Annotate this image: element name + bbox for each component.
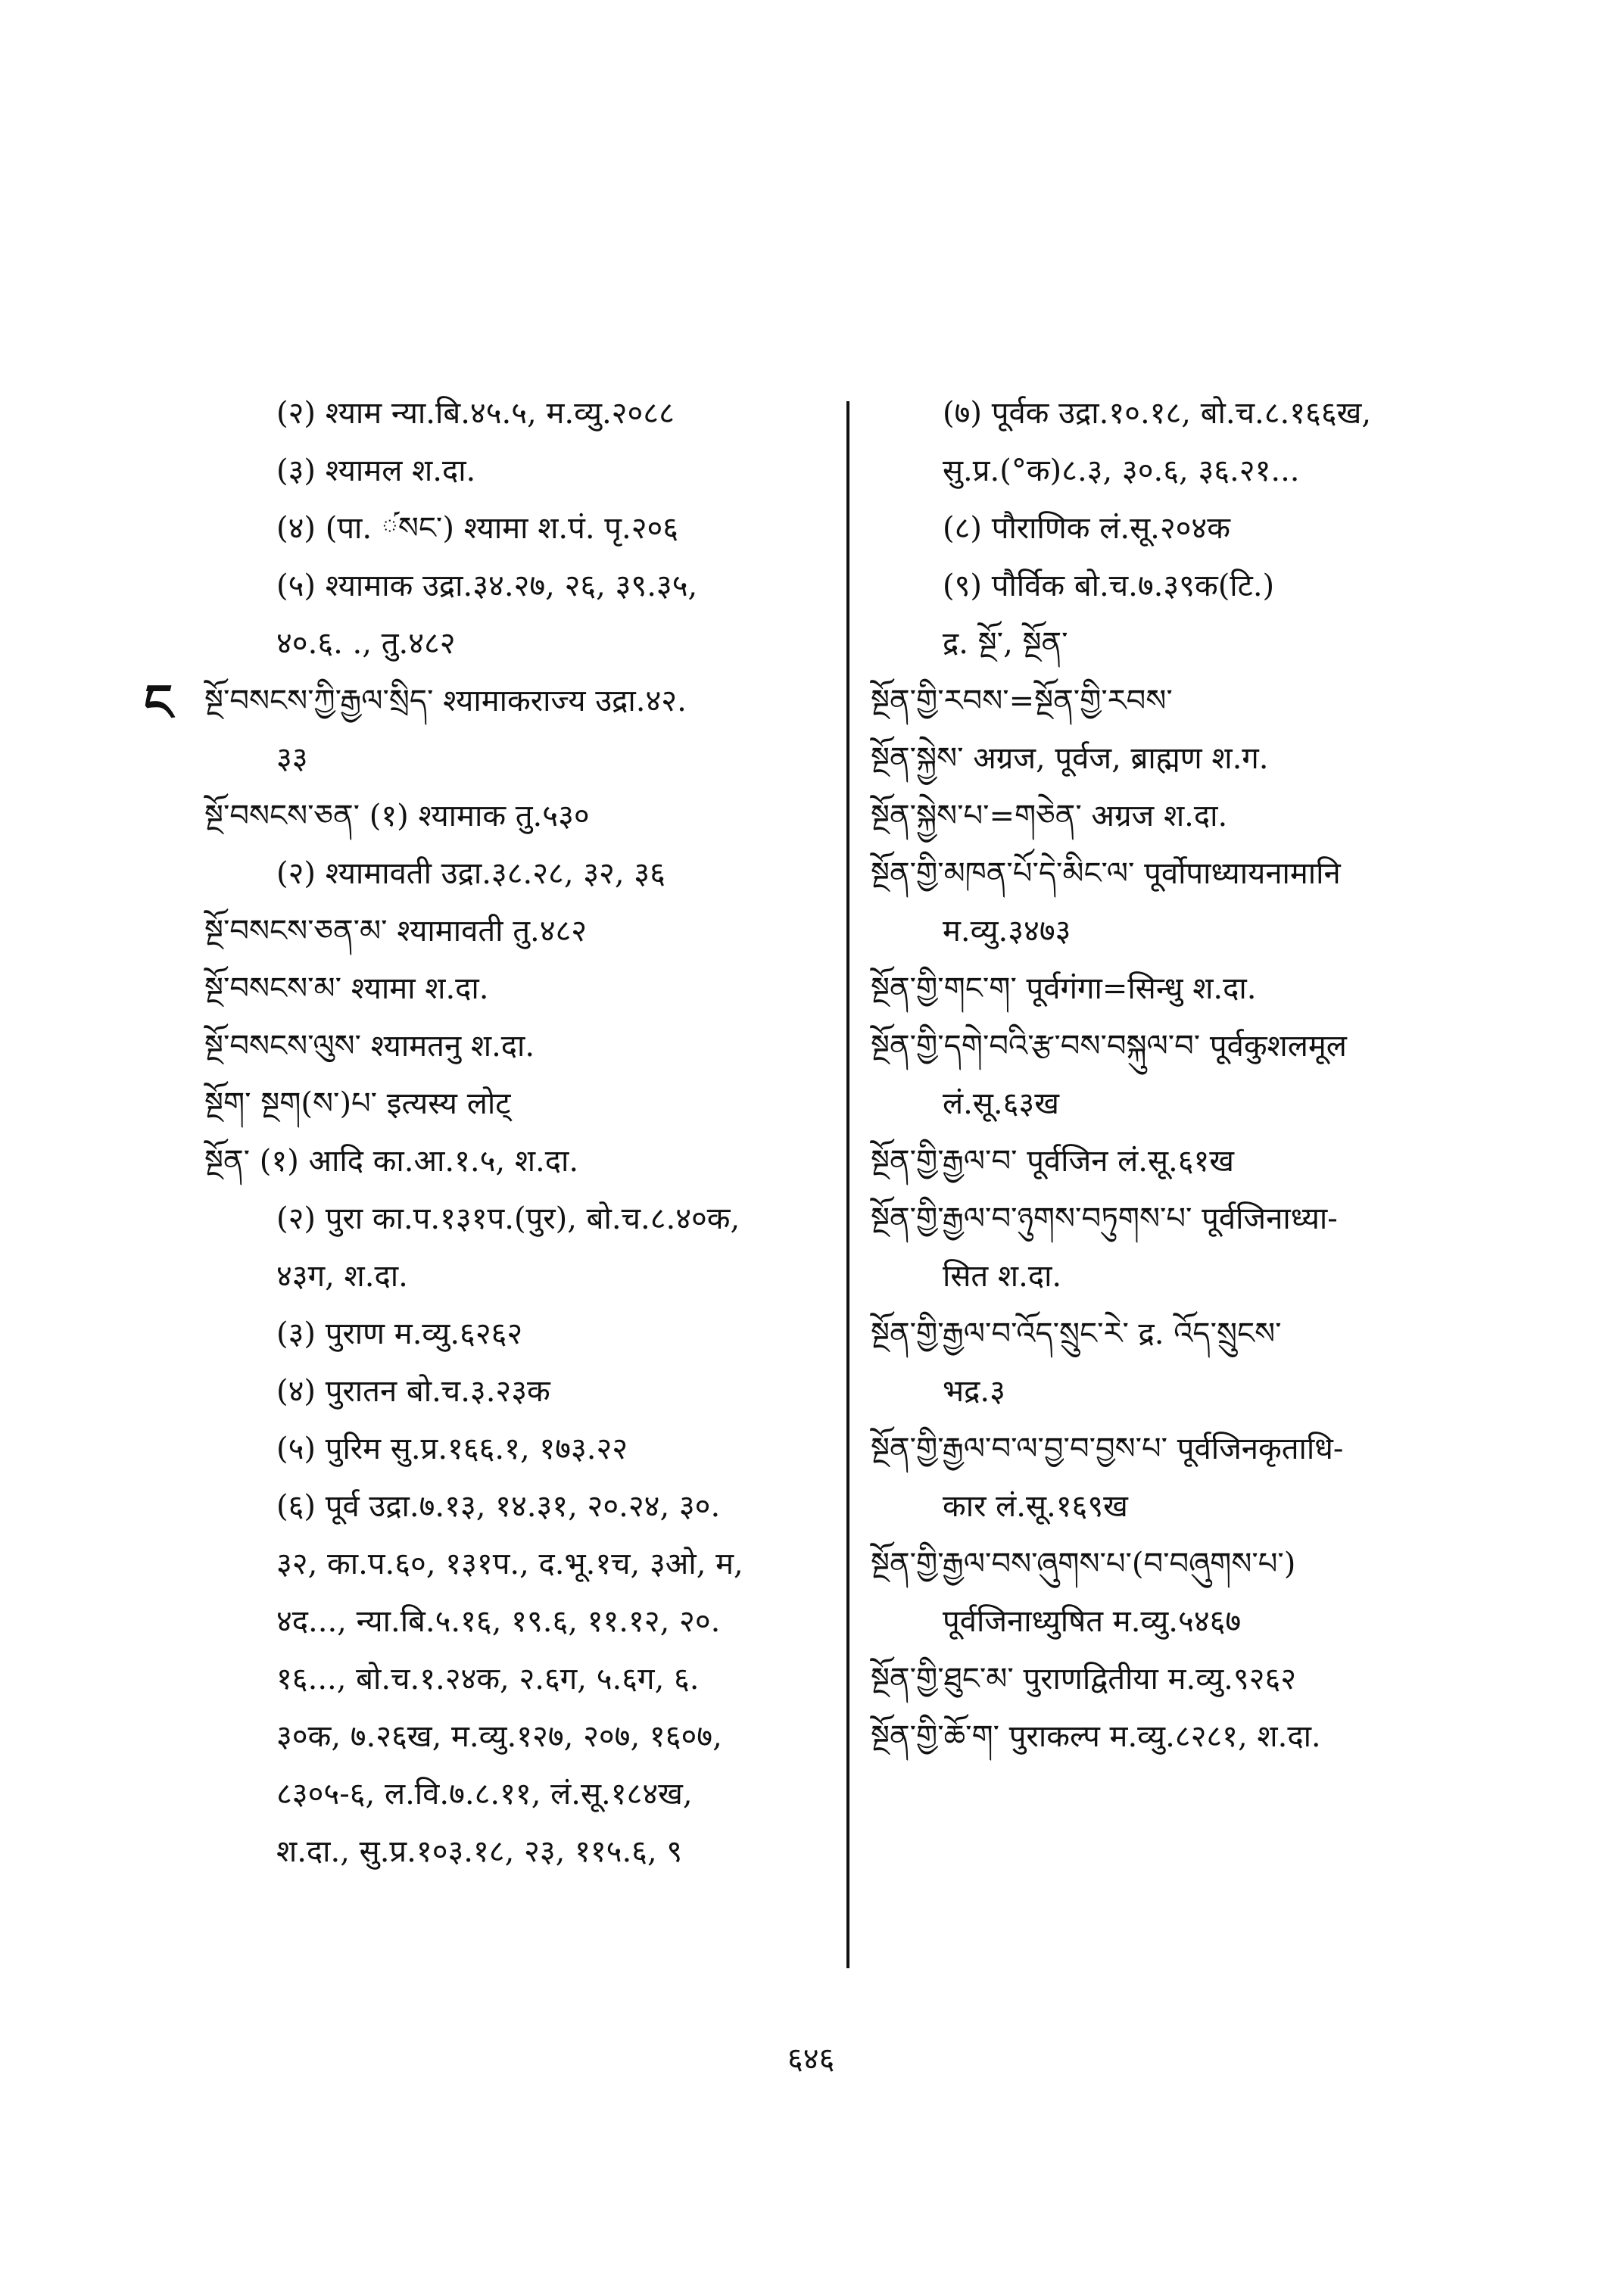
headword-line: སྔོ་བསངས་ཅན་ (१) श्यामाक तु.५३० — [204, 799, 590, 833]
headword-line: སྔོན་གྱི་རྒྱལ་བ་ पूर्वजिन लं.सू.६१ख — [871, 1144, 1235, 1179]
entry-line: (४) (पा. ༹སང་) श्यामा श.पं. पृ.२०६ — [276, 511, 679, 546]
entry-line: (५) श्यामाक उद्रा.३४.२७, २६, ३९.३५, — [276, 569, 698, 603]
entry-line: लं.सू.६३ख — [943, 1086, 1059, 1121]
entry-line: १६..., बो.च.१.२४क, २.६ग, ५.६ग, ६. — [276, 1662, 700, 1696]
headword-line: སྔོན་གྱི་ཐུང་མ་ पुराणद्वितीया म.व्यु.९२६२ — [871, 1662, 1297, 1696]
entry-line: सु.प्र.(°क)८.३, ३०.६, ३६.२१... — [943, 453, 1300, 488]
entry-line: (८) पौराणिक लं.सू.२०४क — [943, 511, 1230, 546]
headword-line: སྔོ་བསངས་ཀྱི་རྒྱལ་སྲིད་ श्यामाकराज्य उद्रा.४२. — [204, 684, 687, 718]
entry-line: (३) श्यामल श.दा. — [276, 453, 476, 488]
headword-line: སྔོན་གྱི་གང་ག་ पूर्वगंगा=सिन्धु श.दा. — [871, 971, 1257, 1006]
entry-line: भद्र.३ — [943, 1374, 1005, 1409]
column-divider — [846, 401, 849, 1968]
headword-line: སྔོན་གྱི་རྒྱལ་བས་ཞུགས་པ་(བ་བཞུགས་པ་) — [871, 1547, 1296, 1581]
entry-line: सित श.दा. — [943, 1259, 1062, 1294]
entry-line: पूर्वजिनाध्युषित म.व्यु.५४६७ — [943, 1604, 1242, 1639]
headword-line: སྔོན་གྱི་ཆོ་ག་ पुराकल्प म.व्यु.८२८१, श.दा. — [871, 1719, 1321, 1754]
entry-line: (७) पूर्वक उद्रा.१०.१८, बो.च.८.१६६ख, — [943, 396, 1372, 431]
headword-line: སྔོན་གྱི་དགེ་བའི་རྩ་བས་བསྐུལ་བ་ पूर्वकुशलमूल — [871, 1029, 1347, 1064]
page-number: ६४६ — [787, 2042, 835, 2076]
headword-line: སྔོ་བསངས་ཅན་མ་ श्यामावती तु.४८२ — [204, 914, 588, 949]
left-column — [204, 394, 825, 1890]
headword-line: སྔོ་བསངས་ལུས་ श्यामतनु श.दा. — [204, 1029, 535, 1064]
headword-line: སྔོ་བསངས་མ་ श्यामा श.दा. — [204, 971, 489, 1006]
entry-line: म.व्यु.३४७३ — [943, 914, 1071, 949]
entry-line: ३३ — [276, 741, 308, 776]
entry-line: (४) पुरातन बो.च.३.२३क — [276, 1374, 550, 1409]
entry-line: (९) पौर्विक बो.च.७.३९क(टि.) — [943, 569, 1275, 603]
entry-line: ४०.६. ., तु.४८२ — [276, 626, 456, 661]
right-column — [871, 394, 1537, 1774]
entry-line: श.दा., सु.प्र.१०३.१८, २३, ११५.६, ९ — [276, 1834, 683, 1869]
headword-line: སྔོན་གྱི་རྒྱལ་བ་འོད་སྲུང་རེ་ द्र. འོད་སྲུངས་ — [871, 1316, 1282, 1351]
entry-line: कार लं.सू.१६९ख — [943, 1489, 1128, 1524]
entry-line: ३२, का.प.६०, १३१प., द.भू.१च, ३ओ, म, — [276, 1547, 743, 1581]
entry-line: (२) श्याम न्या.बि.४५.५, म.व्यु.२०८८ — [276, 396, 675, 431]
entry-line: (२) श्यामावती उद्रा.३८.२८, ३२, ३६ — [276, 856, 665, 891]
entry-line: ४द..., न्या.बि.५.१६, १९.६, ११.१२, २०. — [276, 1604, 721, 1639]
headword-line: སྔོག་ སྔག(ས་)པ་ इत्यस्य लोट् — [204, 1086, 511, 1121]
headword-line: སྔོན་སྐྱེས་ अग्रज, पूर्वज, ब्राह्मण श.ग. — [871, 741, 1269, 776]
entry-line: ४३ग, श.दा. — [276, 1259, 408, 1294]
entry-line: (३) पुराण म.व्यु.६२६२ — [276, 1316, 523, 1351]
entry-line: (५) पुरिम सु.प्र.१६६.१, १७३.२२ — [276, 1432, 628, 1466]
entry-line: (६) पूर्व उद्रा.७.१३, १४.३१, २०.२४, ३०. — [276, 1489, 721, 1524]
headword-line: སྔོན་གྱི་རྒྱལ་བ་ལ་བྱ་བ་བྱས་པ་ पूर्वजिनकृताधि- — [871, 1432, 1344, 1466]
entry-line: ८३०५-६, ल.वि.७.८.११, लं.सू.१८४ख, — [276, 1777, 693, 1812]
headword-line: སྔོན་གྱི་རབས་=སྔོན་གྱི་རབས་ — [871, 684, 1173, 718]
headword-line: སྔོན་གྱི་རྒྱལ་བ་ཉུགས་བཏུགས་པ་ पूर्वजिनाध्या- — [871, 1201, 1338, 1236]
headword-line: སྔོན་སྐྱེས་པ་=གཅེན་ अग्रज श.दा. — [871, 799, 1228, 833]
entry-line: द्र. སྔོ་, སྔོན་ — [943, 626, 1068, 661]
margin-letter-mark: ང — [144, 673, 169, 732]
entry-line: ३०क, ७.२६ख, म.व्यु.१२७, २०७, १६०७, — [276, 1719, 722, 1754]
headword-line: སྔོན་ (१) आदि का.आ.१.५, श.दा. — [204, 1144, 579, 1179]
entry-line: (२) पुरा का.प.१३१प.(पुर), बो.च.८.४०क, — [276, 1201, 740, 1236]
headword-line: སྔོན་གྱི་མཁན་པོ་དེ་མིང་ལ་ पूर्वोपाध्यायनामानि — [871, 856, 1341, 891]
